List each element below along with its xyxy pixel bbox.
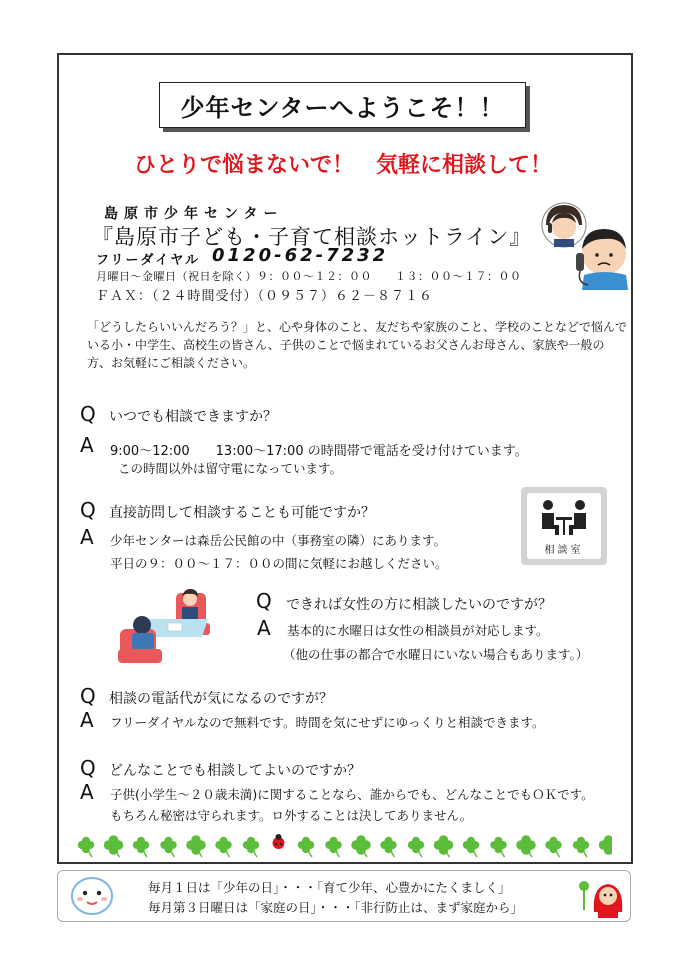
answer-5-line-2: もちろん秘密は守られます。ロ外することは決してありません。 [110,808,473,823]
q-mark: Q [80,684,96,708]
answer-1-line-2: この時間以外は留守電になっています。 [118,461,343,476]
clover-icon [599,835,612,857]
hotline-name: 『島原市子ども・子育て相談ホットライン』 [92,225,532,249]
clover-icon [545,837,561,857]
intro-text: 「どうしたらいいんだろう？」と、心や身体のこと、友だちや家族のこと、学校のことなどで悩んでいる小・中学生、高校生の皆さん、子供のことで悩まれているお父さんお母さん、家族や一般の方、お気軽にご相談ください。 [87,320,628,370]
a-mark: A [80,525,94,549]
answer-5-line-1: 子供(小学生～２０歳未満)に関することなら、誰からでも、どんなことでもＯＫです。 [110,787,594,802]
answer-3-line-1: 基本的に水曜日は女性の相談員が対応します。 [287,623,549,638]
question-3: できれば女性の方に相談したいのですが？ [286,597,552,613]
clover-icon [298,837,314,857]
answer-2-line-2: 平日の９：００～１７：００の間に気軽にお越しください。 [110,556,448,571]
office-hours: 月曜日～金曜日（祝日を除く）９：００～１２：００ １３：００～１７：００ [96,270,522,283]
question-1: いつでも相談できますか？ [109,409,277,425]
clover-icon [490,837,506,857]
consultation-room-sign [521,487,607,565]
question-5: どんなことでも相談してよいのですか？ [109,763,361,779]
clover-icon [133,837,149,857]
clover-icon [160,837,176,857]
answer-4-line-1: フリーダイヤルなので無料です。時間を気にせずにゆっくりと相談できます。 [110,715,545,730]
clover-icon [434,835,454,857]
clover-icon [573,837,589,857]
footer-line-1: 毎月１日は「少年の日」・・・「育て少年、心豊かにたくましく」 [148,880,511,895]
answer-3-line-2: （他の仕事の都合で水曜日にいない場合もあります。） [283,647,589,662]
a-mark: A [80,780,94,804]
question-2: 直接訪問して相談することも可能ですか？ [109,505,375,521]
clover-icon [463,837,479,857]
ladybug-icon [273,834,285,849]
clover-icon [215,837,231,857]
fax-number: ＦＡＸ：（２４時間受付）（０９５７）６２－８７１６ [96,289,434,304]
mascot-character-right [576,872,626,920]
subtitle: ひとりで悩まないで！ 気軽に相談して！ [133,153,552,178]
center-name: 島原市少年センター [104,206,284,222]
clover-icon [243,837,259,857]
freedial-label: フリーダイヤル [96,253,201,268]
a-mark: A [80,708,94,732]
footer-line-2: 毎月第３日曜日は「家庭の日」・・・「非行防止は、まず家庭から」 [148,900,524,915]
q-mark: Q [80,756,96,780]
clover-icon [516,835,536,857]
clover-icon [408,837,424,857]
clover-icon [380,837,396,857]
q-mark: Q [80,498,96,522]
clover-decoration [72,830,612,860]
answer-1-line-1: 9:00～12:00 13:00～17:00 の時間帯で電話を受け付けています。 [110,444,528,459]
clover-icon [351,835,371,857]
clover-icon [104,835,124,857]
page-title: 少年センターへようこそ！！ [159,82,526,128]
a-mark: A [257,616,271,640]
mascot-character-left [66,872,118,920]
q-mark: Q [256,589,272,613]
freedial-number: 0120-62-7232 [212,245,389,266]
counseling-illustration [118,585,218,665]
a-mark: A [80,433,94,457]
clover-icon [325,837,341,857]
question-4: 相談の電話代が気になるのですが？ [109,691,333,707]
answer-2-line-1: 少年センターは森岳公民館の中（事務室の隣）にあります。 [110,533,447,548]
meeting-people-icon [539,499,589,537]
clover-icon [186,835,206,857]
sign-label: 相談室 [544,545,584,556]
clover-icon [78,837,94,857]
q-mark: Q [80,402,96,426]
phone-call-illustration [532,195,634,290]
